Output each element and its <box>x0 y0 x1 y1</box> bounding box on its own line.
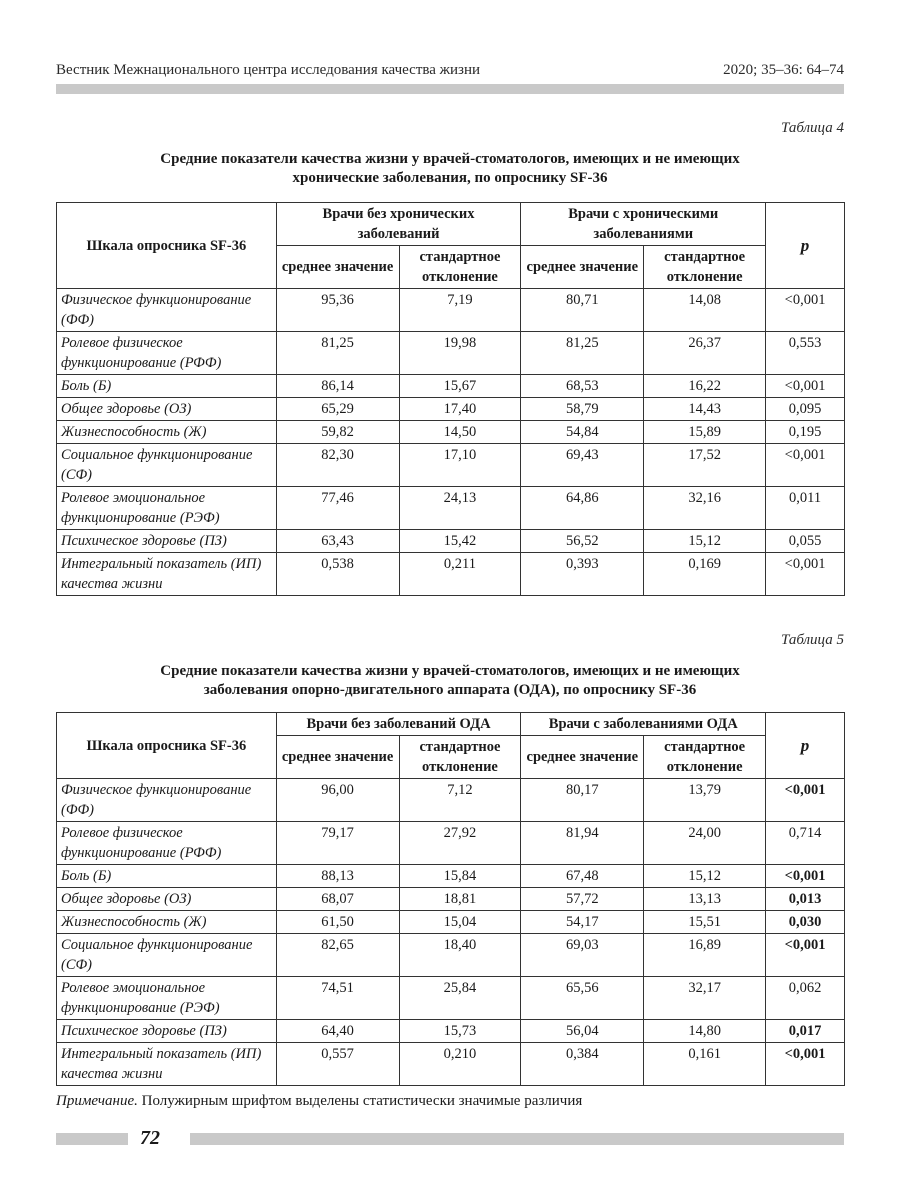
sd-group2-cell: 16,22 <box>644 375 766 398</box>
row-label: Боль (Б) <box>57 865 277 888</box>
p-value-cell: 0,062 <box>766 977 845 1020</box>
table5 <box>56 712 845 1086</box>
row-label: Общее здоровье (ОЗ) <box>57 398 277 421</box>
table-row <box>57 865 845 888</box>
table4-header-sd1: стандартное отклонение <box>399 246 521 289</box>
mean-group1-cell: 68,07 <box>276 888 399 911</box>
mean-group1-cell: 82,30 <box>276 444 399 487</box>
sd-group1-cell: 15,73 <box>399 1020 521 1043</box>
sd-group2-cell: 14,08 <box>644 289 766 332</box>
sd-group1-cell: 0,211 <box>399 553 521 596</box>
mean-group2-cell: 0,393 <box>521 553 644 596</box>
p-value-cell: 0,017 <box>766 1020 845 1043</box>
footer-bar-right <box>190 1133 844 1145</box>
mean-group2-cell: 68,53 <box>521 375 644 398</box>
row-label: Интегральный показатель (ИП) качества жизни <box>57 1043 277 1086</box>
p-value-cell: <0,001 <box>766 865 845 888</box>
mean-group2-cell: 67,48 <box>521 865 644 888</box>
table5-title-line1: Средние показатели качества жизни у врачей-стоматологов, имеющих и не имеющих <box>160 663 740 679</box>
table-row <box>57 934 845 977</box>
row-label: Боль (Б) <box>57 375 277 398</box>
mean-group2-cell: 81,25 <box>521 332 644 375</box>
sd-group1-cell: 15,84 <box>399 865 521 888</box>
page-number: 72 <box>140 1127 160 1149</box>
sd-group1-cell: 15,67 <box>399 375 521 398</box>
sd-group2-cell: 26,37 <box>644 332 766 375</box>
p-value-cell: <0,001 <box>766 444 845 487</box>
running-head <box>56 62 844 79</box>
row-label: Социальное функционирование (СФ) <box>57 444 277 487</box>
table5-header-p: p <box>766 713 845 779</box>
sd-group1-cell: 15,42 <box>399 530 521 553</box>
mean-group2-cell: 57,72 <box>521 888 644 911</box>
mean-group2-cell: 56,04 <box>521 1020 644 1043</box>
table4-header-group1: Врачи без хронических заболеваний <box>276 203 521 246</box>
sd-group2-cell: 17,52 <box>644 444 766 487</box>
table-row <box>57 822 845 865</box>
mean-group1-cell: 0,557 <box>276 1043 399 1086</box>
table5-header-mean2: среднее значение <box>521 736 644 779</box>
footer-bar-left <box>56 1133 128 1145</box>
mean-group2-cell: 64,86 <box>521 487 644 530</box>
note-label: Примечание. <box>56 1093 138 1109</box>
table4-header-mean2: среднее значение <box>521 246 644 289</box>
journal-title: Вестник Межнационального центра исследования качества жизни <box>56 62 481 78</box>
mean-group1-cell: 95,36 <box>276 289 399 332</box>
mean-group2-cell: 54,84 <box>521 421 644 444</box>
table-row <box>57 398 845 421</box>
sd-group2-cell: 15,51 <box>644 911 766 934</box>
row-label: Жизнеспособность (Ж) <box>57 911 277 934</box>
mean-group1-cell: 82,65 <box>276 934 399 977</box>
table4-title <box>56 150 844 188</box>
sd-group1-cell: 27,92 <box>399 822 521 865</box>
table5-title-line2: заболевания опорно-двигательного аппарата (ОДА), по опроснику SF-36 <box>203 682 697 698</box>
sd-group2-cell: 15,89 <box>644 421 766 444</box>
sd-group2-cell: 13,79 <box>644 779 766 822</box>
mean-group1-cell: 61,50 <box>276 911 399 934</box>
mean-group1-cell: 63,43 <box>276 530 399 553</box>
table4-header-sd2: стандартное отклонение <box>644 246 766 289</box>
table4-title-line1: Средние показатели качества жизни у врачей-стоматологов, имеющих и не имеющих <box>160 151 740 167</box>
mean-group1-cell: 74,51 <box>276 977 399 1020</box>
sd-group2-cell: 13,13 <box>644 888 766 911</box>
sd-group2-cell: 0,169 <box>644 553 766 596</box>
table-row <box>57 888 845 911</box>
row-label: Физическое функционирование (ФФ) <box>57 779 277 822</box>
mean-group1-cell: 77,46 <box>276 487 399 530</box>
table4-label: Таблица 4 <box>781 120 844 136</box>
table4 <box>56 202 845 596</box>
mean-group2-cell: 54,17 <box>521 911 644 934</box>
table5-title <box>56 662 844 700</box>
row-label: Общее здоровье (ОЗ) <box>57 888 277 911</box>
table-row <box>57 530 845 553</box>
sd-group2-cell: 24,00 <box>644 822 766 865</box>
citation: 2020; 35–36: 64–74 <box>723 62 844 78</box>
table-row <box>57 421 845 444</box>
row-label: Ролевое эмоциональное функционирование (РЭФ) <box>57 977 277 1020</box>
mean-group1-cell: 64,40 <box>276 1020 399 1043</box>
p-value-cell: <0,001 <box>766 934 845 977</box>
p-value-cell: <0,001 <box>766 553 845 596</box>
mean-group1-cell: 59,82 <box>276 421 399 444</box>
table5-header-scale: Шкала опросника SF-36 <box>57 713 277 779</box>
mean-group1-cell: 88,13 <box>276 865 399 888</box>
sd-group1-cell: 18,40 <box>399 934 521 977</box>
row-label: Социальное функционирование (СФ) <box>57 934 277 977</box>
mean-group1-cell: 81,25 <box>276 332 399 375</box>
sd-group1-cell: 24,13 <box>399 487 521 530</box>
table-row <box>57 332 845 375</box>
row-label: Психическое здоровье (ПЗ) <box>57 1020 277 1043</box>
sd-group1-cell: 7,12 <box>399 779 521 822</box>
table-row <box>57 553 845 596</box>
sd-group2-cell: 16,89 <box>644 934 766 977</box>
mean-group1-cell: 96,00 <box>276 779 399 822</box>
p-value-cell: 0,011 <box>766 487 845 530</box>
mean-group2-cell: 56,52 <box>521 530 644 553</box>
p-value-cell: <0,001 <box>766 289 845 332</box>
p-value-cell: <0,001 <box>766 375 845 398</box>
table-row <box>57 444 845 487</box>
table-row <box>57 779 845 822</box>
table-row <box>57 911 845 934</box>
table-row <box>57 289 845 332</box>
table4-header-scale: Шкала опросника SF-36 <box>57 203 277 289</box>
sd-group2-cell: 14,43 <box>644 398 766 421</box>
mean-group2-cell: 80,17 <box>521 779 644 822</box>
table5-header-sd1: стандартное отклонение <box>399 736 521 779</box>
row-label: Жизнеспособность (Ж) <box>57 421 277 444</box>
mean-group2-cell: 80,71 <box>521 289 644 332</box>
p-value-cell: 0,095 <box>766 398 845 421</box>
sd-group1-cell: 0,210 <box>399 1043 521 1086</box>
table4-title-line2: хронические заболевания, по опроснику SF-36 <box>292 170 608 186</box>
table5-body <box>57 779 845 1086</box>
mean-group1-cell: 0,538 <box>276 553 399 596</box>
row-label: Ролевое эмоциональное функционирование (РЭФ) <box>57 487 277 530</box>
mean-group2-cell: 65,56 <box>521 977 644 1020</box>
mean-group2-cell: 69,03 <box>521 934 644 977</box>
mean-group1-cell: 65,29 <box>276 398 399 421</box>
table-row <box>57 487 845 530</box>
sd-group1-cell: 17,40 <box>399 398 521 421</box>
p-value-cell: 0,553 <box>766 332 845 375</box>
row-label: Физическое функционирование (ФФ) <box>57 289 277 332</box>
sd-group1-cell: 25,84 <box>399 977 521 1020</box>
table5-label: Таблица 5 <box>781 632 844 648</box>
table5-header-group2: Врачи с заболеваниями ОДА <box>521 713 766 736</box>
sd-group2-cell: 15,12 <box>644 865 766 888</box>
p-value-cell: <0,001 <box>766 779 845 822</box>
table-row <box>57 375 845 398</box>
p-value-cell: 0,030 <box>766 911 845 934</box>
mean-group1-cell: 79,17 <box>276 822 399 865</box>
p-value-cell: 0,195 <box>766 421 845 444</box>
p-value-cell: 0,055 <box>766 530 845 553</box>
table-note <box>56 1093 582 1110</box>
note-text: Полужирным шрифтом выделены статистически значимые различия <box>141 1093 583 1109</box>
p-value-cell: <0,001 <box>766 1043 845 1086</box>
row-label: Ролевое физическое функционирование (РФФ) <box>57 822 277 865</box>
header-divider-bar <box>56 84 844 94</box>
table4-body <box>57 289 845 596</box>
sd-group1-cell: 19,98 <box>399 332 521 375</box>
table4-header-p: p <box>766 203 845 289</box>
mean-group2-cell: 81,94 <box>521 822 644 865</box>
table-row <box>57 1020 845 1043</box>
table5-header-mean1: среднее значение <box>276 736 399 779</box>
table4-header-group2: Врачи с хроническими заболеваниями <box>521 203 766 246</box>
sd-group2-cell: 32,16 <box>644 487 766 530</box>
mean-group1-cell: 86,14 <box>276 375 399 398</box>
p-value-cell: 0,013 <box>766 888 845 911</box>
row-label: Ролевое физическое функционирование (РФФ) <box>57 332 277 375</box>
sd-group1-cell: 18,81 <box>399 888 521 911</box>
mean-group2-cell: 0,384 <box>521 1043 644 1086</box>
sd-group1-cell: 17,10 <box>399 444 521 487</box>
table-row <box>57 977 845 1020</box>
sd-group1-cell: 15,04 <box>399 911 521 934</box>
row-label: Психическое здоровье (ПЗ) <box>57 530 277 553</box>
mean-group2-cell: 69,43 <box>521 444 644 487</box>
p-value-cell: 0,714 <box>766 822 845 865</box>
sd-group2-cell: 14,80 <box>644 1020 766 1043</box>
table4-header-mean1: среднее значение <box>276 246 399 289</box>
sd-group1-cell: 14,50 <box>399 421 521 444</box>
table-row <box>57 1043 845 1086</box>
sd-group2-cell: 32,17 <box>644 977 766 1020</box>
mean-group2-cell: 58,79 <box>521 398 644 421</box>
table5-header-group1: Врачи без заболеваний ОДА <box>276 713 521 736</box>
sd-group1-cell: 7,19 <box>399 289 521 332</box>
sd-group2-cell: 0,161 <box>644 1043 766 1086</box>
sd-group2-cell: 15,12 <box>644 530 766 553</box>
row-label: Интегральный показатель (ИП) качества жизни <box>57 553 277 596</box>
table5-header-sd2: стандартное отклонение <box>644 736 766 779</box>
